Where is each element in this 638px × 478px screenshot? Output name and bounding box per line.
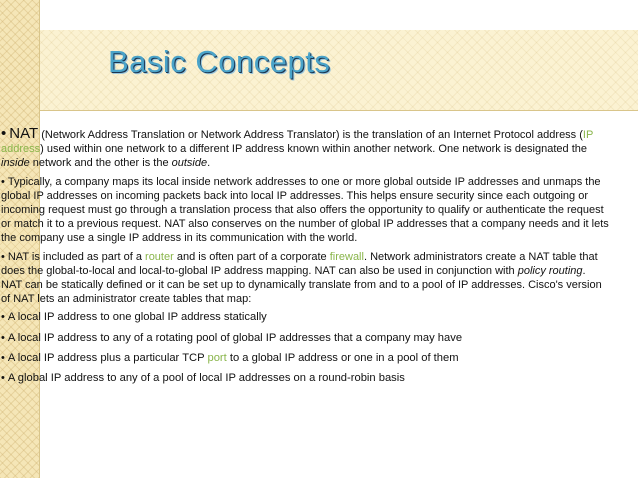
- text-segment: .: [207, 157, 211, 170]
- paragraph-nat-router: [1, 250, 609, 307]
- policy-routing-term: policy routing: [517, 264, 583, 277]
- list-item-text: A local IP address to any of a rotating pool of global IP addresses that a company may have: [7, 331, 463, 344]
- list-item-text: A global IP address to any of a pool of local IP addresses on a round-robin basis: [7, 372, 405, 385]
- text-segment: Typically, a company maps its local inside network addresses to one or more global outside IP addresses and unmaps the global IP addresses on incoming packets back into local IP addresses. This helps ensure security since each outgoing or incoming request must go through a translation process that also offers the opportunity to qualify or authenticate the request or match it to a previous request. NAT also conserves on the number of global IP addresses that a company needs and it lets the company use a single IP address in its communication with the world.: [1, 175, 609, 245]
- list-item-text: A local IP address plus a particular TCP: [7, 351, 208, 364]
- text-segment: ) used within one network to a different IP address known within another network. One network is designated the: [40, 143, 587, 156]
- slide-body: [1, 127, 609, 391]
- list-item: [1, 351, 609, 365]
- horizontal-divider: [39, 110, 638, 111]
- slide-title: Basic Concepts: [108, 44, 331, 79]
- text-segment: NAT is included as part of a: [7, 250, 146, 263]
- bullet-icon: •: [1, 125, 7, 142]
- nat-lead: NAT: [9, 125, 39, 142]
- text-segment: . NAT can be statically defined or it can be set up to dynamically translate from and to a pool of IP addresses. Cisco's version of NAT lets an administrator create tables that map:: [1, 264, 602, 306]
- ip-address-link[interactable]: IP address: [1, 129, 594, 156]
- text-segment: and is often part of a corporate: [173, 250, 330, 263]
- bullet-icon: •: [1, 331, 5, 344]
- inside-term: inside: [1, 157, 30, 170]
- list-item: [1, 331, 609, 345]
- outside-term: outside: [171, 157, 208, 170]
- router-link[interactable]: router: [145, 250, 174, 263]
- list-item-text: A local IP address to one global IP address statically: [7, 311, 267, 324]
- text-segment: (Network Address Translation or Network Address Translator) is the translation of an Internet Protocol address (: [38, 129, 583, 141]
- bullet-icon: •: [1, 250, 5, 263]
- text-segment: network and the other is the: [29, 157, 172, 170]
- text-segment: . Network administrators create a NAT table that does the global-to-local and local-to-global IP address mapping. NAT can also be used in conjunction with: [1, 250, 598, 277]
- list-item-text: to a global IP address or one in a pool of them: [226, 351, 459, 364]
- paragraph-typical-use: [1, 175, 609, 246]
- list-item: [1, 310, 609, 324]
- bullet-icon: •: [1, 311, 5, 324]
- bullet-icon: •: [1, 372, 5, 385]
- list-item: [1, 371, 609, 385]
- bullet-icon: •: [1, 175, 5, 188]
- port-link[interactable]: port: [207, 351, 227, 364]
- firewall-link[interactable]: firewall: [329, 250, 364, 263]
- paragraph-nat-definition: [1, 127, 609, 171]
- bullet-icon: •: [1, 351, 5, 364]
